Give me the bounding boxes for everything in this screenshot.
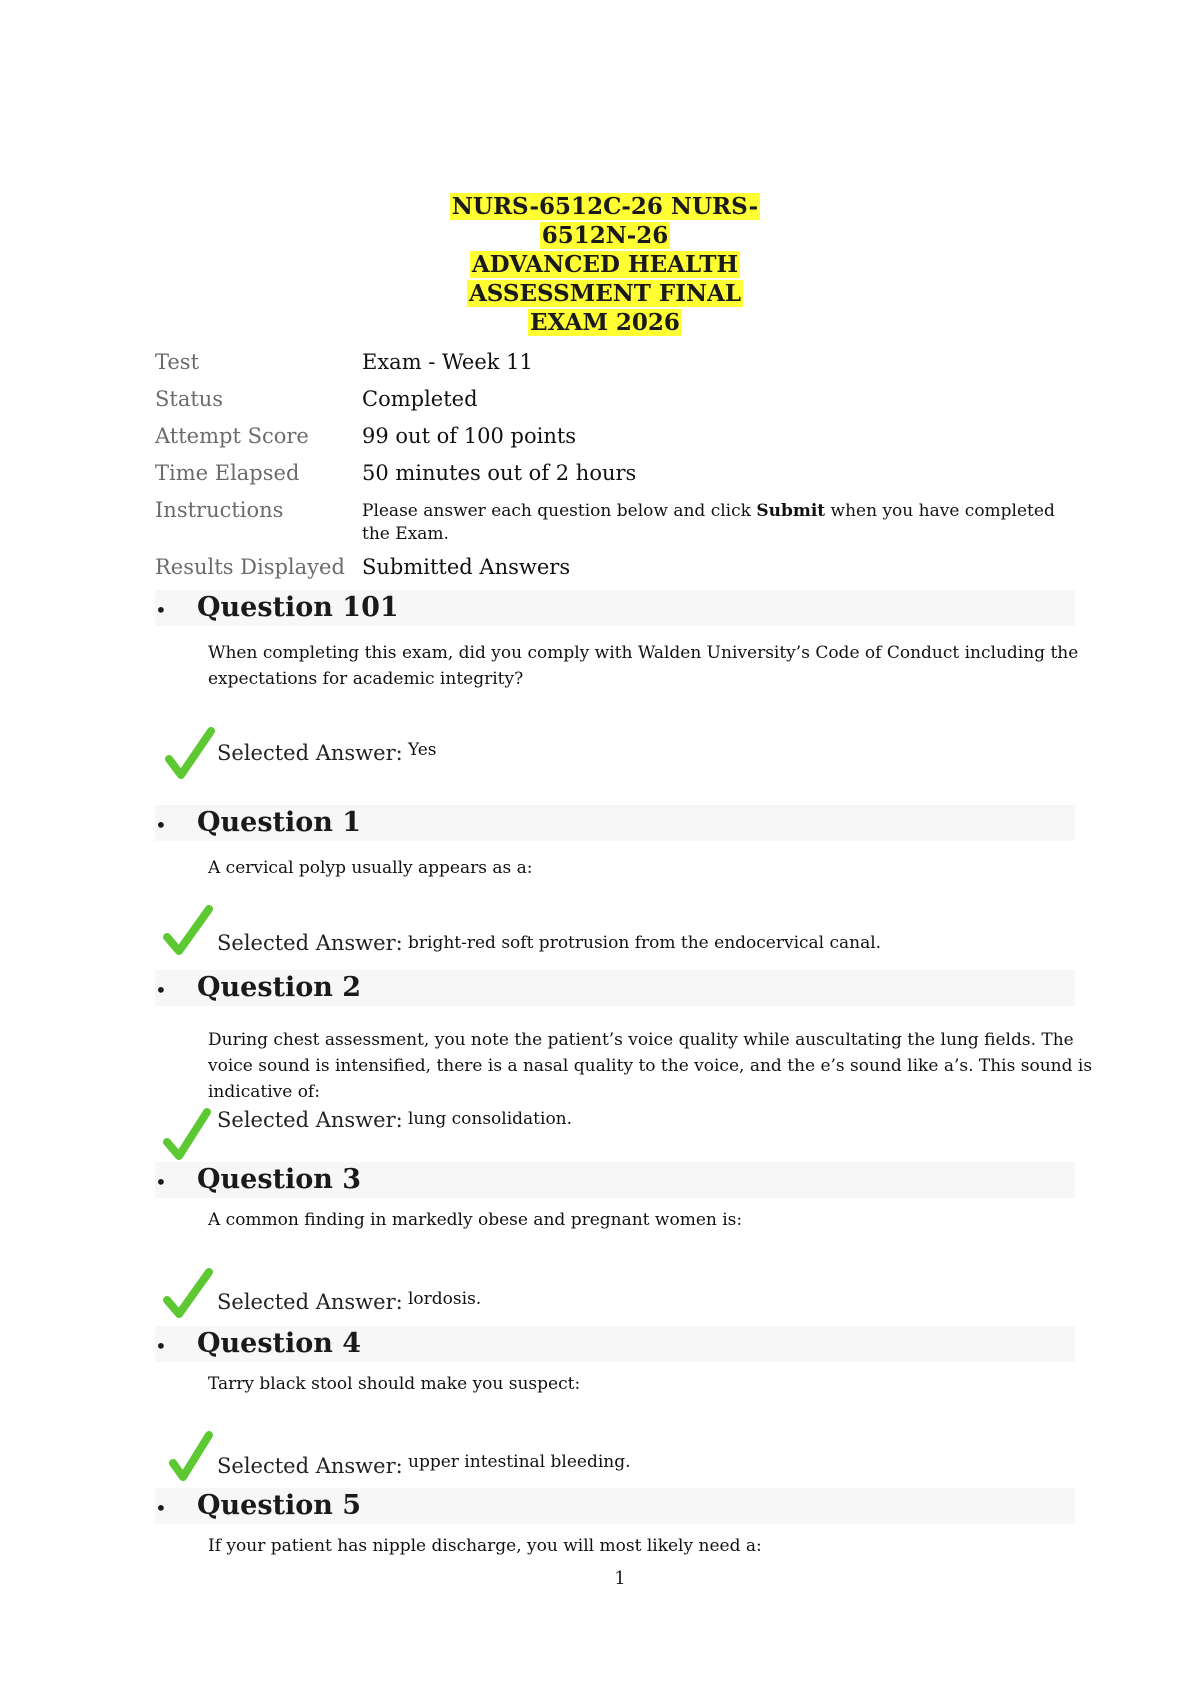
checkmark-icon [163,903,217,959]
selected-answer [155,1429,1075,1489]
checkmark-icon [163,1266,217,1322]
question-block [155,1326,1075,1496]
selected-answer [155,725,1075,785]
exam-title [440,192,770,337]
selected-answer-label: Selected Answer: [217,1290,403,1314]
question-text: If your patient has nipple discharge, you will most likely need a: [208,1536,762,1556]
test-label: Test [155,350,200,374]
question-text: A common finding in markedly obese and pregnant women is: [208,1210,743,1230]
title-line: EXAM 2026 [530,309,680,336]
selected-answer [155,1266,1075,1326]
results-value: Submitted Answers [362,555,571,579]
selected-answer [155,903,1075,963]
question-header [155,590,1075,626]
selected-answer-label: Selected Answer: [217,1454,403,1478]
question-block [155,1162,1075,1332]
question-text: Tarry black stool should make you suspect: [208,1374,581,1394]
score-row [155,424,1085,461]
selected-answer-value: lordosis. [408,1289,482,1309]
checkmark-icon [163,1429,217,1485]
time-label: Time Elapsed [155,461,300,485]
question-header [155,970,1075,1006]
selected-answer-value: lung consolidation. [408,1109,573,1129]
instructions-label: Instructions [155,498,284,522]
question-header [155,805,1075,841]
question-header [155,1326,1075,1362]
title-line: ADVANCED HEALTH [471,251,739,278]
bullet: • [155,1334,167,1358]
question-text: When completing this exam, did you comply with Walden University’s Code of Conduct including the expectations for academic integrity? [208,643,1079,689]
status-value: Completed [362,387,478,411]
selected-answer-label: Selected Answer: [217,931,403,955]
bullet: • [155,978,167,1002]
results-row [155,555,1085,592]
question-title: Question 2 [197,972,362,1003]
checkmark-icon [163,1108,217,1164]
question-block [155,805,1075,985]
question-block [155,970,1093,1160]
page-number: 1 [614,1568,626,1589]
question-title: Question 4 [197,1328,362,1359]
bullet: • [155,598,167,622]
question-title: Question 3 [197,1164,362,1195]
question-block [155,1488,1075,1568]
attempt-details [155,350,1085,592]
selected-answer-value: bright-red soft protrusion from the endocervical canal. [408,933,882,953]
question-title: Question 101 [197,592,399,623]
checkmark-icon [163,725,217,781]
bullet: • [155,1170,167,1194]
bullet: • [155,1496,167,1520]
time-value: 50 minutes out of 2 hours [362,461,637,485]
instructions-text-end: when you have completed the Exam. [362,501,1055,544]
test-row [155,350,1085,387]
question-title: Question 5 [197,1490,362,1521]
title-line: ASSESSMENT FINAL [468,280,742,307]
question-block [155,590,1079,790]
question-header [155,1162,1075,1198]
question-text: During chest assessment, you note the patient’s voice quality while auscultating the lung fields. The voice sound is intensified, there is a nasal quality to the voice, and the e’s sound like a’s. This sound is indicative of: [208,1030,1093,1102]
time-row [155,461,1085,498]
title-line: NURS-6512C-26 NURS- [451,193,759,220]
score-label: Attempt Score [155,424,309,448]
selected-answer [155,1108,1075,1168]
status-row [155,387,1085,424]
question-title: Question 1 [197,807,362,838]
title-line: 6512N-26 [541,222,669,249]
instructions-value [362,500,1062,546]
submit-word: Submit [756,501,826,521]
selected-answer-label: Selected Answer: [217,741,403,765]
question-text: A cervical polyp usually appears as a: [208,858,533,878]
test-value: Exam - Week 11 [362,350,533,374]
status-label: Status [155,387,224,411]
bullet: • [155,813,167,837]
results-label: Results Displayed [155,555,345,579]
selected-answer-value: Yes [408,740,437,760]
instructions-text: Please answer each question below and click [362,501,757,521]
question-header [155,1488,1075,1524]
selected-answer-value: upper intestinal bleeding. [408,1452,631,1472]
score-value: 99 out of 100 points [362,424,577,448]
instructions-row [155,498,1085,555]
selected-answer-label: Selected Answer: [217,1108,403,1132]
